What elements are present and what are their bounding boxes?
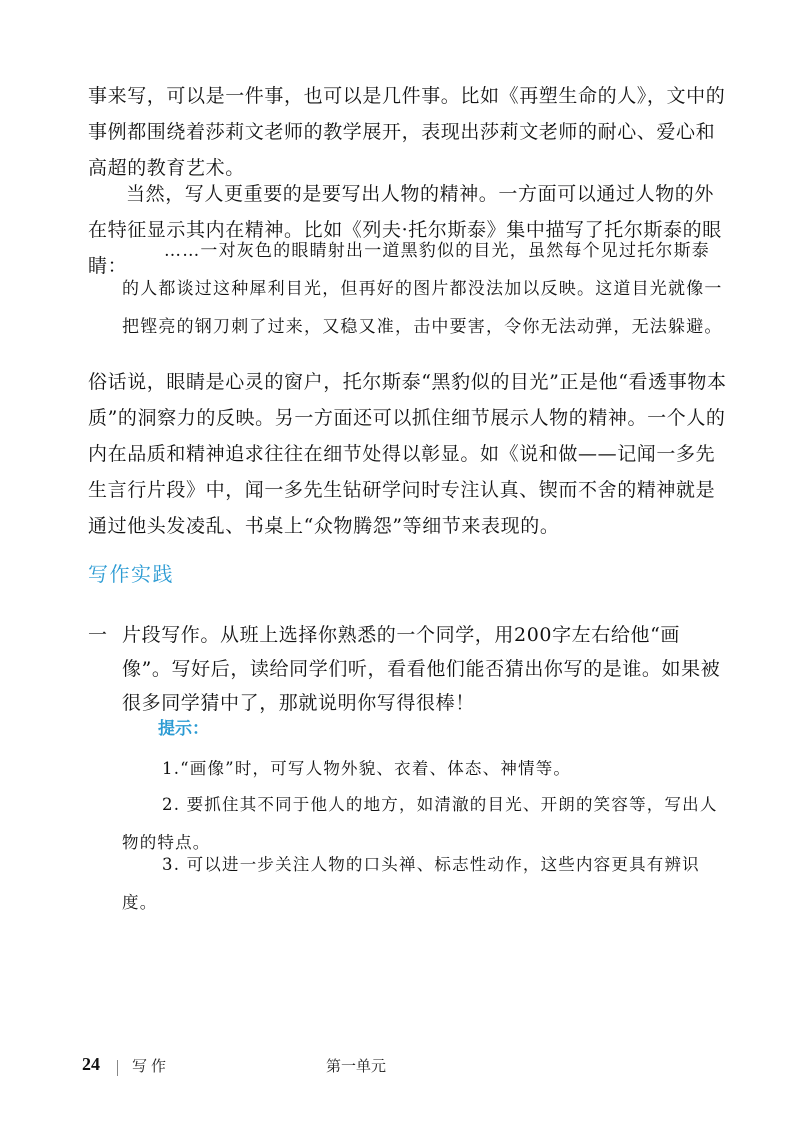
exercise-number: 一 [88, 624, 108, 646]
footer-section-name: 写作 [132, 1057, 171, 1075]
page-footer [0, 1054, 800, 1084]
hint-item-2: 2. 要抓住其不同于他人的地方，如清澈的目光、开朗的笑容等，写出人物的特点。 [122, 795, 718, 852]
exercise-text: 片段写作。从班上选择你熟悉的一个同学，用200字左右给他“画像”。写好后，读给同学们听，看看他们能否猜出你写的是谁。如果被很多同学猜中了，那就说明你写得很棒！ [122, 624, 721, 714]
block-quote: ……一对灰色的眼睛射出一道黑豹似的目光，虽然每个见过托尔斯泰的人都谈过这种犀利目光，但再好的图片都没法加以反映。这道目光就像一把铿亮的钢刀刺了过来，又稳又准，击中要害，令你无法动弹，无法躲避。 [122, 241, 723, 337]
hint-item-3: 3. 可以进一步关注人物的口头禅、标志性动作，这些内容更具有辨识度。 [122, 855, 700, 912]
hint-title: 提示： [158, 719, 209, 739]
footer-unit-name: 第一单元 [326, 1057, 387, 1075]
body-paragraph-2: 当然，写人更重要的是要写出人物的精神。一方面可以通过人物的外在特征显示其内在精神。比如《列夫·托尔斯泰》集中描写了托尔斯泰的眼睛： [88, 183, 722, 277]
body-paragraph-1: 事来写，可以是一件事，也可以是几件事。比如《再塑生命的人》，文中的事例都围绕着莎莉文老师的教学展开，表现出莎莉文老师的耐心、爱心和高超的教育艺术。 [88, 85, 726, 179]
section-heading: 写作实践 [88, 562, 174, 586]
footer-divider [117, 1060, 118, 1076]
hint-item-1: 1.“画像”时，可写人物外貌、衣着、体态、神情等。 [162, 759, 572, 778]
page-number: 24 [82, 1054, 100, 1074]
body-paragraph-3: 俗话说，眼睛是心灵的窗户，托尔斯泰“黑豹似的目光”正是他“看透事物本质”的洞察力的反映。另一方面还可以抓住细节展示人物的精神。一个人的内在品质和精神追求往往在细节处得以彰显。如《说和做——记闻一多先生言行片段》中，闻一多先生钻研学问时专注认真、锲而不舍的精神就是通过他头发凌乱、书桌上“众物腾怨”等细节来表现的。 [88, 371, 727, 537]
